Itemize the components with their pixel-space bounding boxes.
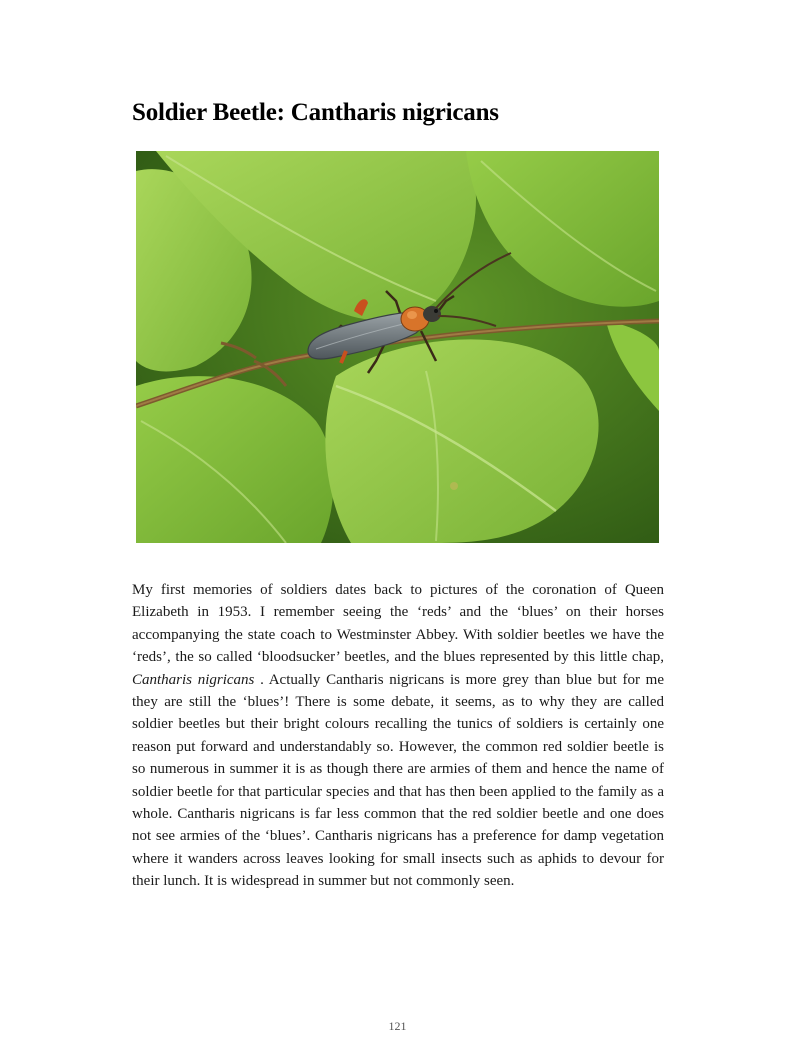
body-text-after-italic: . Actually Cantharis nigricans is more grey than blue but for me they are still the ‘blues’! There is some debate, it seems, as to why they are called soldier beetles but their bright colours recalling the tunics of soldiers is certainly one reason put forward and understandably so. However, the common red soldier beetle is so numerous in summer it is as though there are armies of them and hence the name of soldier beetle for that particular species and that has then been applied to the family as a whole. Cantharis nigricans is far less common that the red soldier beetle and one does not see armies of the ‘blues’. Cantharis nigricans has a preference for damp vegetation where it wanders across leaves looking for small insects such as aphids to devour for their lunch. It is widespread in summer but not commonly seen. — [132, 671, 664, 890]
body-text-before-italic: My first memories of soldiers dates back to pictures of the coronation of Queen Elizabeth in 1953. I remember seeing the ‘reds’ and the ‘blues’ on their horses accompanying the state coach to Westminster Abbey. With soldier beetles we have the ‘reds’, the so called ‘bloodsucker’ beetles, and the blues represented by this little chap, — [132, 582, 664, 666]
page-title: Soldier Beetle: Cantharis nigricans — [132, 99, 499, 126]
body-paragraph — [132, 579, 664, 893]
beetle-on-leaves-image — [136, 151, 659, 543]
species-name-italic: Cantharis nigricans — [132, 671, 255, 688]
beetle-photo — [136, 151, 659, 543]
page-number: 121 — [388, 1019, 407, 1033]
